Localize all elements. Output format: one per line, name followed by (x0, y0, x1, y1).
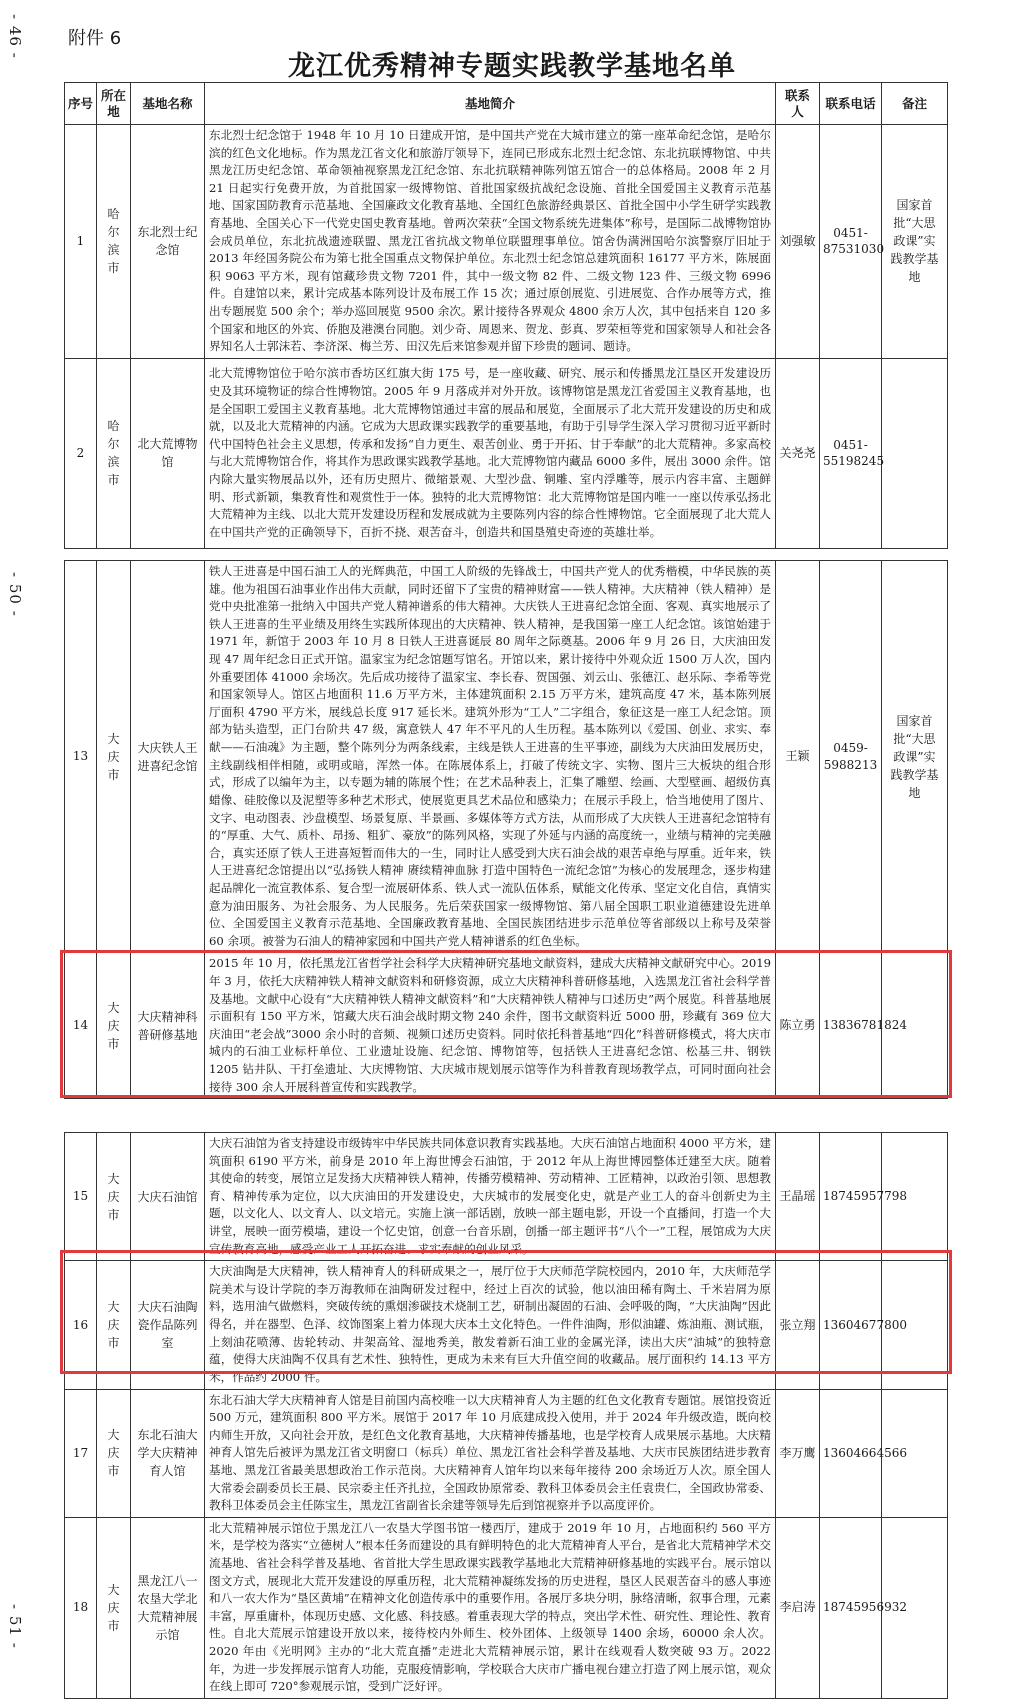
row-phone: 18745956932 (820, 1517, 882, 1698)
row-phone: 0451-87531030 (820, 125, 882, 359)
page-number-bottom: - 51 - (6, 1604, 24, 1649)
table-row (65, 561, 948, 953)
row-base-name: 大庆铁人王进喜纪念馆 (131, 561, 205, 953)
row-remark: 国家首批“大思政课”实践教学基地 (882, 125, 948, 359)
table-row (65, 953, 948, 1099)
row-contact: 关尧尧 (776, 358, 820, 548)
table-row (65, 1389, 948, 1517)
row-intro: 北大荒精神展示馆位于黑龙江八一农垦大学图书馆一楼西厅，建成于 2019 年 10 月，占地面积约 560 平方米，是学校为落实“立德树人”根本任务而建设的具有鲜明特色的北大荒精神育人平台，是省北大荒精神学术交流基地、省社会科学普及基地、省首批大学生思政课实践教学基地北大荒精神研修基地的实践平台。展示馆以图文方式，展现北大荒开发建设的厚重历程，北大荒精神凝练发扬的历史进程，垦区人民艰苦奋斗的感人事迹和八一农大作为“垦区黄埔”在精神文化创造传承中的重要作用。各展厅多块分明，脉络清晰，叙事合理，元素丰富，厚重庸朴，体现历史感、文化感、科技感。着重表现大学的特点，突出学术性、研究性、理论性、教育性。自北大荒展示馆建设开放以来，接待校内外师生、校外团体、上级领导 1400 余场，60000 余人次。2020 年由《光明网》主办的“北大荒直播”走进北大荒精神展示馆，累计在线观看人数突破 93 万。2022 年，为进一步发挥展示馆育人功能，克服疫情影响，学校联合大庆市广播电视台建立打造了网上展示馆，观众在线上即可 720°参观展示馆，受到广泛好评。 (205, 1517, 776, 1698)
row-city: 大庆市 (97, 1133, 131, 1261)
row-phone: 13604664566 (820, 1389, 882, 1517)
row-contact: 王晶瑶 (776, 1133, 820, 1261)
row-city: 大庆市 (97, 953, 131, 1099)
row-city: 大庆市 (97, 1389, 131, 1517)
row-base-name: 东北石油大学大庆精神育人馆 (131, 1389, 205, 1517)
table-row (65, 125, 948, 359)
header-city: 所在地 (97, 83, 131, 125)
row-base-name: 东北烈士纪念馆 (131, 125, 205, 359)
row-remark: 国家首批“大思政课”实践教学基地 (882, 561, 948, 953)
row-city: 哈尔滨市 (97, 358, 131, 548)
base-list-table-part1 (64, 82, 948, 549)
row-phone: 18745957798 (820, 1133, 882, 1261)
table-row (65, 1261, 948, 1389)
row-contact: 李启涛 (776, 1517, 820, 1698)
row-no: 15 (65, 1133, 97, 1261)
base-list-table-part3 (64, 1132, 948, 1699)
attachment-label: 附件 6 (68, 28, 122, 49)
row-base-name: 黑龙江八一农垦大学北大荒精神展示馆 (131, 1517, 205, 1698)
row-intro: 东北石油大学大庆精神育人馆是目前国内高校唯一以大庆精神育人为主题的红色文化教育专题馆。展馆投资近 500 万元，建筑面积 800 平方米。展馆于 2017 年 10 月底建成投入使用，并于 2024 年升级改造，既向校内师生开放，又向社会开放，是红色文化教育基地，大庆精神传播基地，也是学校育人成果展示基地。大庆精神育人馆先后被评为黑龙江省文明窗口（标兵）单位、黑龙江省社会科学普及基地、大庆市民族团结进步教育基地、黑龙江省最美思想政治工作示范岗。大庆精神育人馆年均以来每年接待 200 余场近万人次。原全国人大常委会副委员长王晨、民宗委主任齐扎拉，全国政协原常委、教科卫体委员会主任袁贵仁，全国政协常委、教科卫体委员会主任陈宝生，黑龙江省副省长余建等领导先后到馆视察并予以高度评价。 (205, 1389, 776, 1517)
row-no: 14 (65, 953, 97, 1099)
row-city: 大庆市 (97, 1517, 131, 1698)
header-intro: 基地简介 (205, 83, 776, 125)
row-base-name: 北大荒博物馆 (131, 358, 205, 548)
row-no: 13 (65, 561, 97, 953)
row-intro: 2015 年 10 月，依托黑龙江省哲学社会科学大庆精神研究基地文献资料，建成大庆精神文献研究中心。2019 年 3 月，依托大庆精神铁人精神文献资料和研修资源，成立大庆精神科普研修基地，入选黑龙江省社会科学普及基地。文献中心设有“大庆精神铁人精神文献资料”和“大庆精神铁人精神与口述历史”两个展览。科普基地展示面积有 150 平方米，馆藏大庆石油会战时期文物 240 余件，图书文献资料近 5000 册，珍藏有 369 位大庆油田“老会战”3000 余小时的音频、视频口述历史资料。同时依托科普基地“四化”科普研修模式，将大庆市城内的石油工业标杆单位、工业遗址设施、纪念馆、博物馆等，包括铁人王进喜纪念馆、松基三井、钢铁 1205 钻井队、干打垒遗址、大庆博物馆、大庆城市规划展示馆等作为科普教育现场教学点，可同时面向社会接待 300 余人开展科普宣传和实践教学。 (205, 953, 776, 1099)
page-number-top: - 46 - (6, 14, 24, 59)
row-city: 大庆市 (97, 561, 131, 953)
base-list-table-part2 (64, 560, 948, 1099)
row-phone: 13836781824 (820, 953, 882, 1099)
row-phone: 13604677800 (820, 1261, 882, 1389)
table-header-row (65, 83, 948, 125)
row-phone: 0451-55198245 (820, 358, 882, 548)
row-intro: 大庆油陶是大庆精神，铁人精神育人的科研成果之一，展厅位于大庆师范学院校园内，2010 年，大庆师范学院美术与设计学院的李万海教师在油陶研发过程中，经过上百次的试验，他以油田稀有陶土、千米岩屑为原料，选用油气做燃料，突破传统的熏烟渗碳技术烧制工艺，研制出凝固的石油、会呼吸的陶，“大庆油陶”因此得名，并在器型、色泽、纹饰图案上着力体现大庆本土文化特色。一件件油陶，形似油罐、炼油瓶、测试瓶，上刻油花喷薄、齿轮转动、井架高耸、湿地秀美，散发着新石油工业的金属光泽，读出大庆“油城”的独特意蕴，使得大庆油陶不仅具有艺术性、独特性，更成为未来有巨大升值空间的收藏品。展厅面积约 14.13 平方米，作品约 2000 件。 (205, 1261, 776, 1389)
row-contact: 刘强敏 (776, 125, 820, 359)
row-city: 哈尔滨市 (97, 125, 131, 359)
row-contact: 张立翔 (776, 1261, 820, 1389)
row-phone: 0459-5988213 (820, 561, 882, 953)
row-contact: 陈立勇 (776, 953, 820, 1099)
table-row (65, 1517, 948, 1698)
row-no: 2 (65, 358, 97, 548)
header-remark: 备注 (882, 83, 948, 125)
header-phone: 联系电话 (820, 83, 882, 125)
row-intro: 大庆石油馆为省支持建设市级铸牢中华民族共同体意识教育实践基地。大庆石油馆占地面积 4000 平方米，建筑面积 6190 平方米，前身是 2010 年上海世博会石油馆，于 2012 年从上海世博园整体迁建至大庆。随着其使命的转变，展馆立足发扬大庆精神铁人精神，传播劳模精神、劳动精神、工匠精神，以政治引领、思想教育、精神传承为定位，以大庆油田的开发建设史，大庆城市的发展变化史，就是产业工人的奋斗创新史为主题，以文化人、以文育人、以文培元。实施上演一部话剧，放映一部主题电影，开设一个直播间，打造一个大讲堂，展映一面劳模墙，建设一个忆史馆，创意一台音乐剧，创播一部主题评书“八个一”工程，展馆成为大庆宣传教育高地，感受产业工人开拓奋进、求实奉献的创业风采。 (205, 1133, 776, 1261)
row-intro: 铁人王进喜是中国石油工人的光辉典范，中国工人阶级的先锋战士，中国共产党人的优秀楷模，中华民族的英雄。他为祖国石油事业作出伟大贡献，同时还留下了宝贵的精神财富——铁人精神。大庆精神（铁人精神）是党中央批准第一批纳入中国共产党人精神谱系的伟大精神。大庆铁人王进喜纪念馆全面、客观、真实地展示了铁人王进喜的生平业绩及用终生实践所体现出的大庆精神、铁人精神，是我国第一座工人纪念馆。该馆始建于 1971 年，新馆于 2003 年 10 月 8 日铁人王进喜诞辰 80 周年之际奠基。2006 年 9 月 26 日，大庆油田发现 47 周年纪念日正式开馆。温家宝为纪念馆题写馆名。开馆以来，累计接待中外观众近 1500 万人次，国内外重要团体 41000 余场次。先后成功接待了温家宝、李长春、贺国强、刘云山、张德江、赵乐际、李希等党和国家领导人。馆区占地面积 11.6 万平方米，主体建筑面积 2.15 万平方米，建筑高度 47 米，基本陈列展厅面积 4790 平方米，展线总长度 917 延长米。建筑外形为“工人”二字组合，象征这是一座工人纪念馆。顶部为钻头造型，正门台阶共 47 级，寓意铁人 47 年不平凡的人生历程。基本陈列以《爱国、创业、求实、奉献——石油魂》为主题，整个陈列分为两条线索，主线是铁人王进喜的生平事迹，副线为大庆油田发展历史，主线副线相伴相随，或明或暗，浑然一体。在陈展体系上，打破了传统文字、实物、图片三大板块的组合形式，形成了以编年为主，以专题为辅的陈展个性；在艺术品种表上，汇集了雕塑、绘画、大型壁画、超级仿真蜡像、硅胶像以及泥塑等多种艺术形式，使展览更具艺术品位和感染力；在展示手段上，恰当地使用了图片、文字、电动图表、沙盘模型、场景复原、半景画、多媒体等方式方法，从而形成了大庆铁人王进喜纪念馆特有的“厚重、大气、质朴、昂扬、粗犷、豪放”的陈列风格，实现了外延与内涵的高度统一，业绩与精神的完美融合，真实还原了铁人王进喜短暂而伟大的一生，同时让人感受到大庆石油会战的艰苦卓绝与厚重。近年来，铁人王进喜纪念馆提出以“弘扬铁人精神 赓续精神血脉 打造中国特色一流纪念馆”为核心的发展理念，逐步构建起品牌化一流宣教体系、复合型一流展研体系、铁人式一流队伍体系，赋能文化传承、坚定文化自信，真情实意为油田服务、为社会服务、为人民服务。先后荣获国家一级博物馆、第八届全国职工职业道德建设先进单位、全国爱国主义教育示范基地、全国廉政教育基地、全国民族团结进步示范单位等省部级以上称号及荣誉 60 余项。被誉为石油人的精神家园和中国共产党人精神谱系的红色坐标。 (205, 561, 776, 953)
row-no: 17 (65, 1389, 97, 1517)
page-title: 龙江优秀精神专题实践教学基地名单 (288, 51, 736, 82)
row-city: 大庆市 (97, 1261, 131, 1389)
row-contact: 李万鹰 (776, 1389, 820, 1517)
row-contact: 王颖 (776, 561, 820, 953)
row-no: 16 (65, 1261, 97, 1389)
table-row (65, 1133, 948, 1261)
row-intro: 东北烈士纪念馆于 1948 年 10 月 10 日建成开馆，是中国共产党在大城市建立的第一座革命纪念馆，是哈尔滨的红色文化地标。作为黑龙江省文化和旅游厅领导下，连同已形成东北烈士纪念馆、东北抗联博物馆、中共黑龙江历史纪念馆、革命领袖视察黑龙江纪念馆、东北抗联精神陈列馆五馆合一的总体格局。2008 年 2 月 21 日起实行免费开放，为首批国家一级博物馆、首批国家级抗战纪念设施、首批全国爱国主义教育示范基地、国家国防教育示范基地、全国廉政文化教育基地、全国红色旅游经典景区、首批全国中小学生研学实践教育基地、全国关心下一代党史国史教育基地。曾两次荣获“全国文物系统先进集体”称号，是国际二战博物馆协会成员单位，东北抗战遗迹联盟、黑龙江省抗战文物单位联盟理事单位。馆舍伪满洲国哈尔滨警察厅旧址于 2013 年经国务院公布为第七批全国重点文物保护单位。东北烈士纪念馆总建筑面积 16177 平方米，陈展面积 9063 平方米，现有馆藏珍贵文物 7201 件，其中一级文物 82 件、二级文物 123 件、三级文物 6996 件。自建馆以来，累计完成基本陈列设计及布展工作 15 次；通过原创展览、引进展览、合作办展等方式，推出专题展览 500 余个；举办巡回展览 9500 余次。累计接待各界观众 4800 余万人次，其中包括来自 120 多个国家和地区的外宾、侨胞及港澳台同胞。刘少奇、周恩来、贺龙、彭真、罗荣桓等党和国家领导人和社会各界知名人士郭沫若、李济深、梅兰芳、田汉先后来馆参观并留下珍贵的题词、题诗。 (205, 125, 776, 359)
page-number-middle: - 50 - (6, 572, 24, 617)
header-name: 基地名称 (131, 83, 205, 125)
row-base-name: 大庆石油馆 (131, 1133, 205, 1261)
row-intro: 北大荒博物馆位于哈尔滨市香坊区红旗大街 175 号，是一座收藏、研究、展示和传播黑龙江垦区开发建设历史及其环境物证的综合性博物馆。2005 年 9 月落成并对外开放。该博物馆是黑龙江省爱国主义教育基地，也是全国职工爱国主义教育基地。北大荒博物馆通过丰富的展品和展览，全面展示了北大荒开发建设的历史和成就，以及北大荒精神的内涵。它成为大思政课实践教学的重要基地，有助于引导学生深入学习贯彻习近平新时代中国特色社会主义思想，传承和发扬“自力更生、艰苦创业、勇于开拓、甘于奉献”的北大荒精神。多家高校与北大荒博物馆合作，将其作为思政课实践教学基地。北大荒博物馆内藏品 6000 多件，展出 3000 余件。馆内除大量实物展品以外，还有历史照片、微缩景观、大型沙盘、铜雕、室内浮雕等，展示内容丰富、主题鲜明、形式新颖，集教育性和观赏性于一体。独特的北大荒博物馆：北大荒博物馆是国内唯一一座以传承弘扬北大荒精神为主线、以北大荒开发建设历程和发展成就为主要陈列内容的综合性博物馆。它全面展现了北大荒人在中国共产党的正确领导下，百折不挠、艰苦奋斗，创造共和国垦殖史奇迹的英雄壮举。 (205, 358, 776, 548)
row-base-name: 大庆石油陶瓷作品陈列室 (131, 1261, 205, 1389)
table-row (65, 358, 948, 548)
row-remark (882, 358, 948, 548)
row-no: 1 (65, 125, 97, 359)
row-base-name: 大庆精神科普研修基地 (131, 953, 205, 1099)
header-contact: 联系人 (776, 83, 820, 125)
row-no: 18 (65, 1517, 97, 1698)
header-no: 序号 (65, 83, 97, 125)
